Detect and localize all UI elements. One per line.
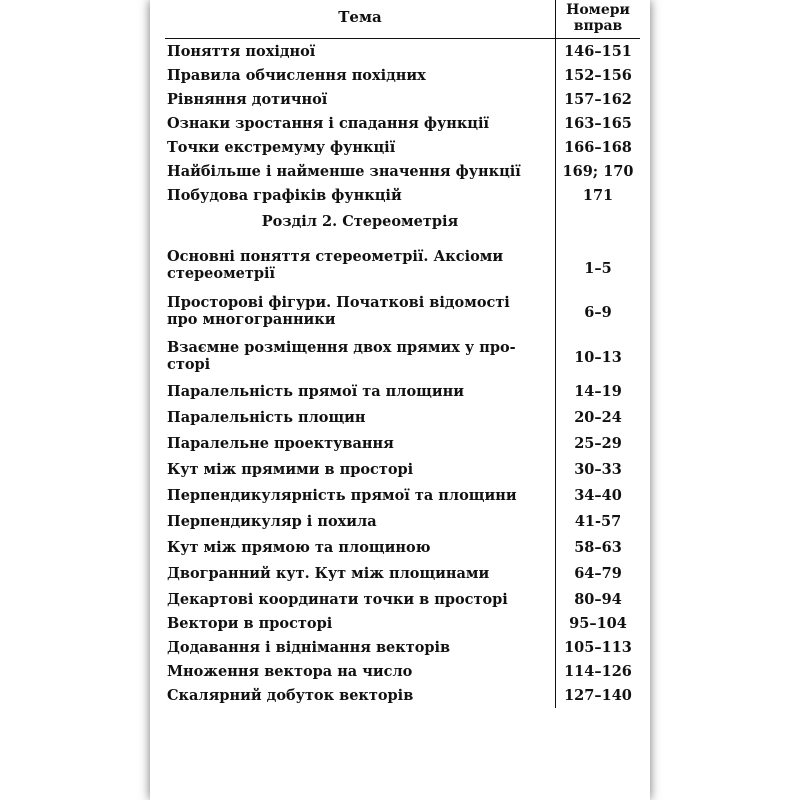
row-topic-line1: Основні поняття стереометрії. Аксіоми — [167, 248, 504, 265]
row-topic: Додавання і віднімання векторів — [167, 639, 451, 656]
row-numbers: 95–104 — [569, 615, 627, 632]
row-topic: Паралельне проектування — [167, 435, 394, 452]
row-numbers: 146–151 — [564, 43, 632, 60]
row-numbers: 105–113 — [564, 639, 632, 656]
row-topic: Перпендикуляр і похила — [167, 513, 377, 530]
row-topic: Паралельність площин — [167, 409, 366, 426]
row-topic-line2: стереометрії — [167, 265, 276, 282]
row-numbers: 10–13 — [574, 349, 622, 366]
row-topic: Перпендикулярність прямої та площини — [167, 487, 517, 504]
header-numbers — [556, 2, 640, 34]
row-numbers: 6–9 — [584, 304, 612, 321]
row-topic: Скалярний добуток векторів — [167, 687, 414, 704]
row-numbers: 163–165 — [564, 115, 632, 132]
row-topic: Декартові координати точки в просторі — [167, 591, 508, 608]
row-numbers: 25–29 — [574, 435, 622, 452]
row-topic: Кут між прямою та площиною — [167, 539, 431, 556]
contents-table — [165, 0, 640, 708]
row-topic: Кут між прямими в просторі — [167, 461, 414, 478]
header-numbers-line1: Номери — [566, 2, 630, 18]
row-topic: Найбільше і найменше значення функції — [167, 163, 521, 180]
row-topic-line1: Взаємне розміщення двох прямих у про- — [167, 339, 516, 356]
row-numbers: 152–156 — [564, 67, 632, 84]
row-topic: Побудова графіків функцій — [167, 187, 402, 204]
row-numbers: 169; 170 — [562, 163, 634, 180]
row-numbers: 127–140 — [564, 687, 632, 704]
row-topic: Поняття похідної — [167, 43, 316, 60]
row-topic: Множення вектора на число — [167, 663, 413, 680]
row-topic: Двогранний кут. Кут між площинами — [167, 565, 490, 582]
row-topic: Правила обчислення похідних — [167, 67, 426, 84]
row-topic: Рівняння дотичної — [167, 91, 328, 108]
row-topic-line2: про многогранники — [167, 311, 336, 328]
row-numbers: 14–19 — [574, 383, 622, 400]
row-topic-line1: Просторові фігури. Початкові відомості — [167, 294, 510, 311]
row-topic: Ознаки зростання і спадання функції — [167, 115, 490, 132]
row-numbers: 64–79 — [574, 565, 622, 582]
row-topic: Вектори в просторі — [167, 615, 333, 632]
row-numbers: 171 — [582, 187, 614, 204]
row-numbers: 20–24 — [574, 409, 622, 426]
row-topic: Паралельність прямої та площини — [167, 383, 464, 400]
row-numbers: 58–63 — [574, 539, 622, 556]
table-header — [165, 0, 640, 39]
section-title: Розділ 2. Стереометрія — [261, 213, 459, 230]
row-numbers: 1–5 — [584, 260, 612, 277]
row-numbers: 30–33 — [574, 461, 622, 478]
row-numbers: 41-57 — [574, 513, 622, 530]
row-topic: Точки екстремуму функції — [167, 139, 396, 156]
header-numbers-line2: вправ — [573, 18, 623, 34]
row-numbers: 80–94 — [574, 591, 622, 608]
row-numbers: 34–40 — [574, 487, 622, 504]
row-numbers: 157–162 — [564, 91, 632, 108]
row-numbers: 166–168 — [564, 139, 632, 156]
row-topic-line2: сторі — [167, 356, 211, 373]
header-theme: Тема — [338, 8, 382, 26]
row-numbers: 114–126 — [564, 663, 632, 680]
